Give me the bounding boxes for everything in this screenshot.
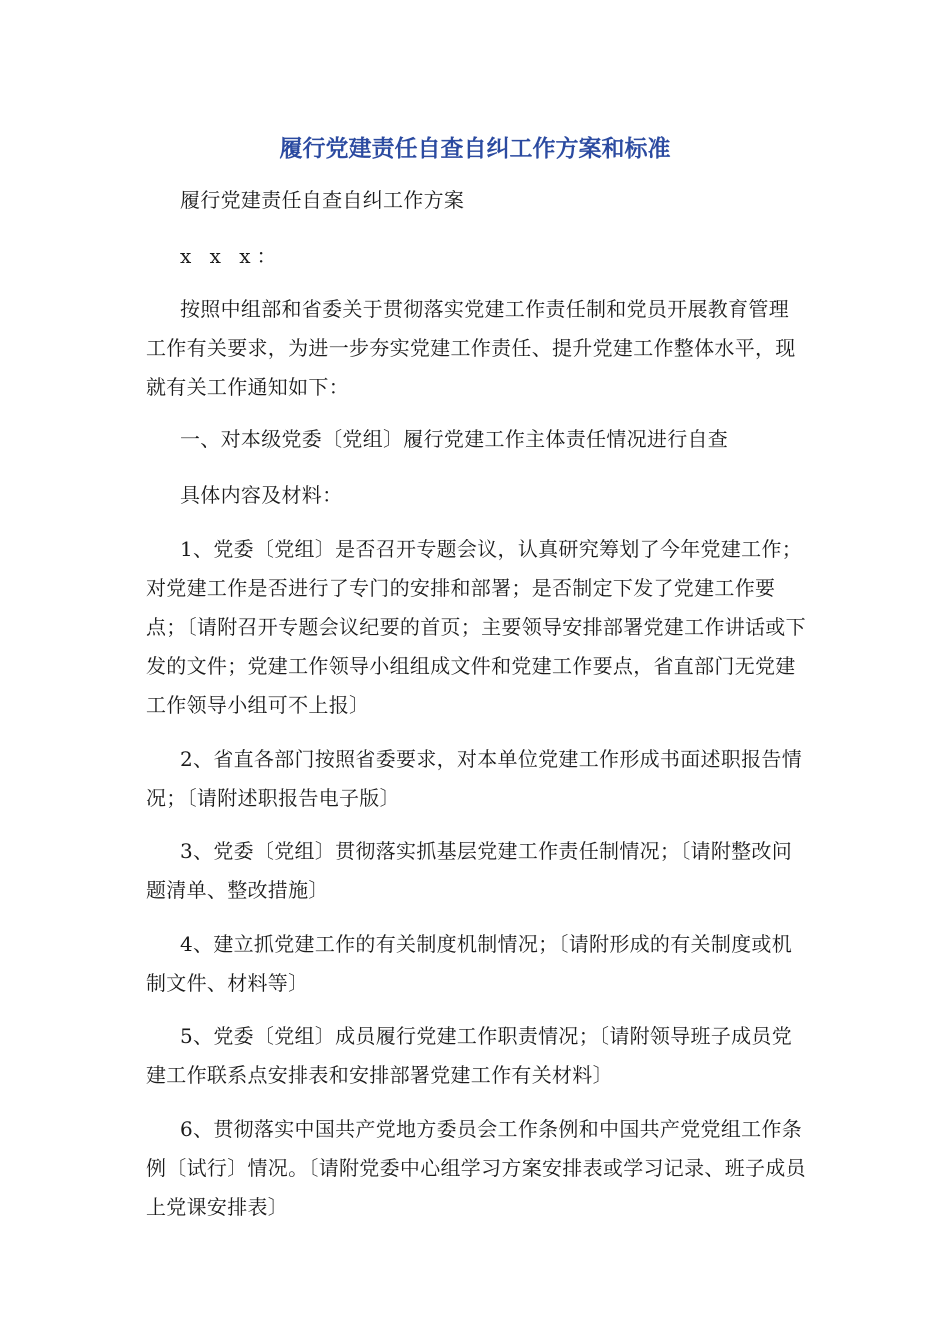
document-subtitle: 履行党建责任自查自纠工作方案 xyxy=(180,188,465,212)
list-item: 3、党委〔党组〕贯彻落实抓基层党建工作责任制情况；〔请附整改问题清单、整改措施〕 xyxy=(146,839,793,902)
list-item: 5、党委〔党组〕成员履行党建工作职责情况；〔请附领导班子成员党建工作联系点安排表和安排部署党建工作有关材料〕 xyxy=(146,1024,793,1087)
content-heading: 具体内容及材料： xyxy=(180,483,343,507)
list-item: 1、党委〔党组〕是否召开专题会议，认真研究筹划了今年党建工作；对党建工作是否进行了专门的安排和部署；是否制定下发了党建工作要点；〔请附召开专题会议纪要的首页；主要领导安排部署党建工作讲话或下发的文件；党建工作领导小组组成文件和党建工作要点，省直部门无党建工作领导小组可不上报〕 xyxy=(146,537,806,717)
intro-paragraph: 按照中组部和省委关于贯彻落实党建工作责任制和党员开展教育管理工作有关要求，为进一步夯实党建工作责任、提升党建工作整体水平，现就有关工作通知如下： xyxy=(146,297,796,399)
list-item: 6、贯彻落实中国共产党地方委员会工作条例和中国共产党党组工作条例〔试行〕情况。〔请附党委中心组学习方案安排表或学习记录、班子成员上党课安排表〕 xyxy=(146,1117,806,1219)
salutation: x x x： xyxy=(180,244,283,268)
list-item: 2、省直各部门按照省委要求，对本单位党建工作形成书面述职报告情况；〔请附述职报告电子版〕 xyxy=(146,747,803,810)
list-item: 4、建立抓党建工作的有关制度机制情况；〔请附形成的有关制度或机制文件、材料等〕 xyxy=(146,932,793,995)
document-title: 履行党建责任自查自纠工作方案和标准 xyxy=(279,136,671,162)
section-heading: 一、对本级党委〔党组〕履行党建工作主体责任情况进行自查 xyxy=(180,427,729,451)
